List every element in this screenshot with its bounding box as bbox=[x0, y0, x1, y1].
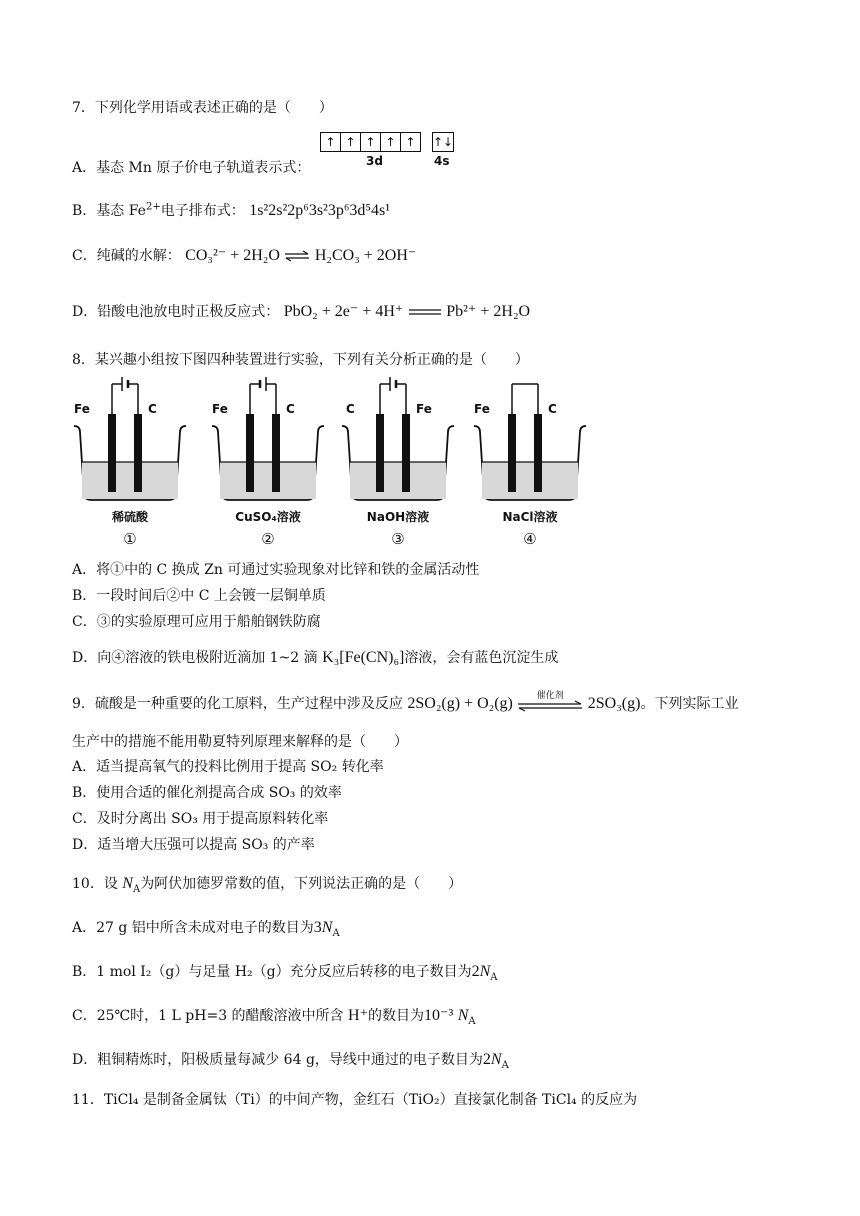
avogadro-sub: A bbox=[468, 1015, 476, 1027]
q10-option-c-text2: 的数目为 bbox=[368, 1008, 425, 1024]
avogadro-sub: A bbox=[490, 971, 498, 983]
catalyst-label: 催化剂 bbox=[536, 691, 564, 701]
solution-label: CuSO₄溶液 bbox=[235, 510, 301, 524]
orbital-cell: ↑ bbox=[381, 133, 401, 151]
fe-charge: 2+ bbox=[145, 201, 161, 213]
q7-option-b-text2: 电子排布式： bbox=[160, 203, 245, 219]
avogadro-symbol: N bbox=[490, 1051, 502, 1068]
c-eq-left: CO₃²⁻ + 2H₂O bbox=[185, 247, 280, 264]
solution-label: NaCl溶液 bbox=[502, 510, 558, 524]
beaker-apparatus-3 bbox=[338, 374, 458, 554]
beaker-4-drawing bbox=[470, 374, 590, 504]
orbital-3d-box bbox=[320, 132, 421, 152]
q8-stem: 8．某兴趣小组按下图四种装置进行实验，下列有关分析正确的是（ ） bbox=[72, 352, 529, 368]
q10-a-value: 3 bbox=[313, 919, 322, 936]
apparatus-number: ③ bbox=[391, 530, 405, 548]
beaker-apparatus-1 bbox=[70, 374, 190, 554]
electrode-left-label: Fe bbox=[474, 402, 490, 416]
beaker-2-drawing bbox=[208, 374, 328, 504]
q7-option-c bbox=[72, 246, 416, 266]
q7-stem: 7．下列化学用语或表述正确的是（ ） bbox=[72, 100, 333, 116]
q7-option-b bbox=[72, 201, 390, 221]
avogadro-symbol: N bbox=[479, 963, 491, 980]
q10-option-a-text: A．27 g 铝中所含未成对电子的数目为 bbox=[72, 920, 314, 936]
q7-option-d bbox=[72, 302, 530, 322]
q10-stem1: 10．设 bbox=[72, 876, 118, 892]
q8-option-a: A．将①中的 C 换成 Zn 可通过实验现象对比锌和铁的金属活动性 bbox=[72, 562, 480, 578]
orbital-cell: ↑ bbox=[405, 135, 416, 149]
q10-option-d bbox=[72, 1050, 509, 1070]
avogadro-sub: A bbox=[132, 883, 141, 895]
q7-option-b-text: B．基态 Fe bbox=[72, 203, 146, 219]
apparatus-number: ② bbox=[261, 530, 275, 548]
q8-option-c: C．③的实验原理可应用于船舶钢铁防腐 bbox=[72, 614, 321, 630]
electrode-left-label: Fe bbox=[212, 402, 228, 416]
electrode-right-label: C bbox=[286, 402, 295, 416]
q9-eq-right: 2SO₃(g) bbox=[587, 695, 641, 712]
q7-option-a bbox=[72, 158, 310, 178]
orbital-4s-box bbox=[432, 132, 454, 152]
q9-stem-line1 bbox=[72, 691, 739, 714]
orbital-cell: ↑↓ bbox=[433, 135, 454, 149]
q8-option-d-text: D．向④溶液的铁电极附近滴加 1~2 滴 bbox=[72, 650, 318, 666]
electron-config: 1s²2s²2p⁶3s²3p⁶3d⁵4s¹ bbox=[249, 202, 391, 219]
catalyst-arrow bbox=[517, 691, 583, 714]
q8-option-d bbox=[72, 648, 558, 668]
avogadro-symbol: N bbox=[457, 1007, 469, 1024]
q8-option-b: B．一段时间后②中 C 上会镀一层铜单质 bbox=[72, 588, 326, 604]
electrode-right-label: C bbox=[148, 402, 157, 416]
orbital-label-4s: 4s bbox=[434, 154, 450, 168]
solution-label: NaOH溶液 bbox=[366, 510, 430, 524]
q10-option-c-text: C．25℃时，1 L pH=3 的醋酸溶液中所含 bbox=[72, 1008, 344, 1024]
equilibrium-arrow-icon bbox=[284, 250, 310, 262]
q10-stem2: 为阿伏加德罗常数的值，下列说法正确的是（ ） bbox=[140, 876, 463, 892]
electrode-left-label: C bbox=[346, 402, 355, 416]
q9-stem1: 9．硫酸是一种重要的化工原料，生产过程中涉及反应 bbox=[72, 696, 403, 712]
electrode-right-label: C bbox=[548, 402, 557, 416]
apparatus-number: ① bbox=[123, 530, 137, 548]
c-eq-right: H₂CO₃ + 2OH⁻ bbox=[314, 247, 417, 264]
q9-eq-left: 2SO₂(g) + O₂(g) bbox=[407, 695, 513, 712]
hydrogen-ion: H⁺ bbox=[348, 1007, 369, 1024]
avogadro-symbol: N bbox=[122, 875, 133, 892]
q10-b-value: 2 bbox=[471, 963, 480, 980]
q11-stem: 11．TiCl₄ 是制备金属钛（Ti）的中间产物，金红石（TiO₂）直接氯化制备 TiCl₄ 的反应为 bbox=[72, 1092, 638, 1108]
solution-label: 稀硫酸 bbox=[111, 510, 148, 524]
d-eq-right: Pb²⁺ + 2H₂O bbox=[446, 303, 531, 320]
orbital-cell: ↑ bbox=[361, 133, 381, 151]
orbital-cell: ↑ bbox=[341, 133, 361, 151]
beaker-1-drawing bbox=[70, 374, 190, 504]
q10-option-c bbox=[72, 1006, 476, 1026]
reagent-formula: K₃[Fe(CN)₆] bbox=[322, 649, 405, 666]
electrochem-figure bbox=[60, 374, 580, 554]
avogadro-sub: A bbox=[332, 927, 340, 939]
q7-option-a-text: A．基态 Mn 原子价电子轨道表示式： bbox=[72, 160, 311, 176]
q10-d-value: 2 bbox=[482, 1051, 491, 1068]
q10-c-value: 10⁻³ bbox=[424, 1007, 454, 1024]
q10-option-a bbox=[72, 918, 340, 938]
d-eq-left: PbO₂ + 2e⁻ + 4H⁺ bbox=[283, 303, 404, 320]
equals-arrow-icon bbox=[408, 308, 442, 316]
beaker-apparatus-2 bbox=[208, 374, 328, 554]
avogadro-symbol: N bbox=[321, 919, 333, 936]
apparatus-number: ④ bbox=[523, 530, 537, 548]
q10-stem bbox=[72, 874, 462, 894]
electrode-right-label: Fe bbox=[416, 402, 432, 416]
q9-option-d: D．适当增大压强可以提高 SO₃ 的产率 bbox=[72, 837, 315, 853]
q7-option-c-text: C．纯碱的水解： bbox=[72, 248, 181, 264]
avogadro-sub: A bbox=[501, 1059, 509, 1071]
electrode-left-label: Fe bbox=[74, 402, 90, 416]
orbital-cell: ↑ bbox=[321, 133, 341, 151]
q8-option-d-text2: 溶液，会有蓝色沉淀生成 bbox=[404, 650, 559, 666]
q9-option-c: C．及时分离出 SO₃ 用于提高原料转化率 bbox=[72, 811, 329, 827]
beaker-3-drawing bbox=[338, 374, 458, 504]
q9-option-a: A．适当提高氧气的投料比例用于提高 SO₂ 转化率 bbox=[72, 759, 384, 775]
q10-option-d-text: D．粗铜精炼时，阳极质量每减少 64 g，导线中通过的电子数目为 bbox=[72, 1052, 483, 1068]
q9-option-b: B．使用合适的催化剂提高合成 SO₃ 的效率 bbox=[72, 785, 342, 801]
equilibrium-arrow-icon bbox=[517, 700, 583, 712]
orbital-label-3d: 3d bbox=[366, 154, 383, 168]
q9-stem2: 。下列实际工业 bbox=[640, 696, 739, 712]
q9-stem-line2: 生产中的措施不能用勒夏特列原理来解释的是（ ） bbox=[72, 734, 408, 750]
beaker-apparatus-4 bbox=[470, 374, 590, 554]
q10-option-b-text: B．1 mol I₂（g）与足量 H₂（g）充分反应后转移的电子数目为 bbox=[72, 964, 472, 980]
q10-option-b bbox=[72, 962, 498, 982]
orbital-diagram bbox=[320, 132, 454, 168]
q7-option-d-text: D．铅酸电池放电时正极反应式： bbox=[72, 304, 280, 320]
